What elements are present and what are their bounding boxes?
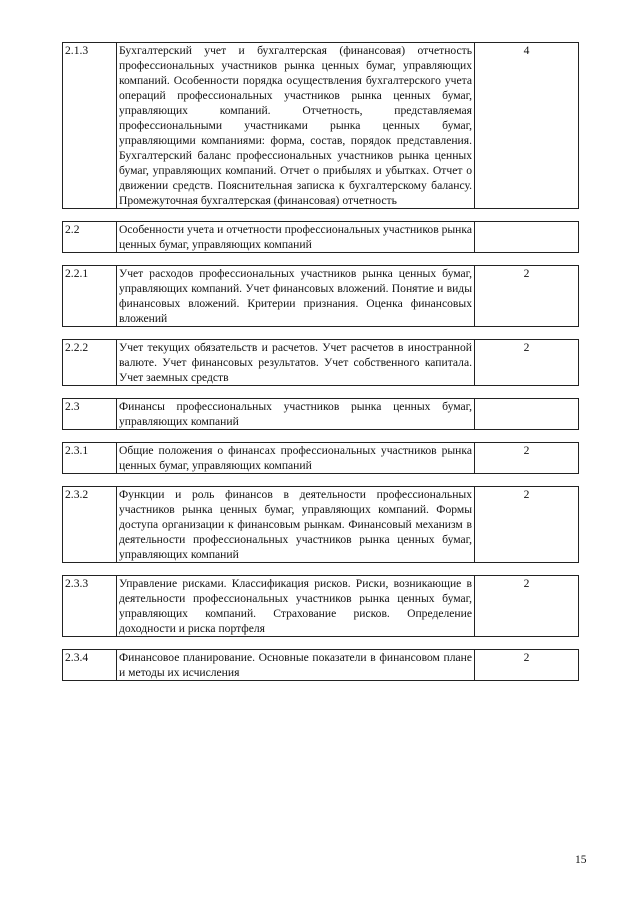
row-number: 2.3.2	[63, 487, 117, 563]
row-separator	[63, 327, 579, 340]
row-number: 2.2.2	[63, 340, 117, 386]
row-hours: 2	[475, 487, 579, 563]
row-separator	[63, 253, 579, 266]
table-row	[63, 340, 579, 386]
row-description: Общие положения о финансах профессиональных участников рынка ценных бумаг, управляющих компаний	[117, 443, 475, 474]
row-separator	[63, 386, 579, 399]
row-number: 2.3	[63, 399, 117, 430]
row-description: Финансовое планирование. Основные показатели в финансовом плане и методы их исчисления	[117, 650, 475, 681]
row-hours: 2	[475, 340, 579, 386]
row-description: Учет расходов профессиональных участников рынка ценных бумаг, управляющих компаний. Учет финансовых вложений. Понятие и виды финансовых вложений. Критерии признания. Оценка финансовых вложений	[117, 266, 475, 327]
row-hours: 2	[475, 576, 579, 637]
table-row	[63, 43, 579, 209]
table-row	[63, 222, 579, 253]
row-number: 2.3.3	[63, 576, 117, 637]
row-description: Бухгалтерский учет и бухгалтерская (финансовая) отчетность профессиональных участников рынка ценных бумаг, управляющих компаний. Особенности порядка осуществления бухгалтерского учета операций профессиональных участников рынка ценных бумаг, управляющих компаний. Отчетность, представляемая профессиональными участниками рынка ценных бумаг, управляющими компаниями: форма, состав, порядок представления. Бухгалтерский баланс профессиональных участников рынка ценных бумаг, управляющих компаний. Отчет о прибылях и убытках. Отчет о движении средств. Пояснительная записка к бухгалтерскому балансу. Промежуточная бухгалтерская (финансовая) отчетность	[117, 43, 475, 209]
page-number: 15	[575, 854, 587, 866]
curriculum-table	[62, 42, 579, 681]
row-hours: 2	[475, 266, 579, 327]
row-number: 2.3.1	[63, 443, 117, 474]
row-separator	[63, 474, 579, 487]
row-hours: 2	[475, 650, 579, 681]
row-description: Финансы профессиональных участников рынка ценных бумаг, управляющих компаний	[117, 399, 475, 430]
row-separator	[63, 563, 579, 576]
table-row	[63, 487, 579, 563]
row-number: 2.2.1	[63, 266, 117, 327]
table-row	[63, 650, 579, 681]
table-row	[63, 443, 579, 474]
row-number: 2.1.3	[63, 43, 117, 209]
row-description: Особенности учета и отчетности профессиональных участников рынка ценных бумаг, управляющих компаний	[117, 222, 475, 253]
row-hours	[475, 222, 579, 253]
row-separator	[63, 637, 579, 650]
row-description: Управление рисками. Классификация рисков. Риски, возникающие в деятельности профессиональных участников рынка ценных бумаг, управляющих компаний. Страхование рисков. Определение доходности и риска портфеля	[117, 576, 475, 637]
row-description: Функции и роль финансов в деятельности профессиональных участников рынка ценных бумаг, управляющих компаний. Формы доступа организации к финансовым рынкам. Финансовый механизм в деятельности профессиональных участников рынка ценных бумаг, управляющих компаний	[117, 487, 475, 563]
row-hours: 2	[475, 443, 579, 474]
row-description: Учет текущих обязательств и расчетов. Учет расчетов в иностранной валюте. Учет финансовых результатов. Учет собственного капитала. Учет заемных средств	[117, 340, 475, 386]
table-row	[63, 399, 579, 430]
table-row	[63, 266, 579, 327]
row-separator	[63, 209, 579, 222]
table-row	[63, 576, 579, 637]
row-number: 2.2	[63, 222, 117, 253]
row-hours	[475, 399, 579, 430]
row-hours: 4	[475, 43, 579, 209]
row-number: 2.3.4	[63, 650, 117, 681]
row-separator	[63, 430, 579, 443]
